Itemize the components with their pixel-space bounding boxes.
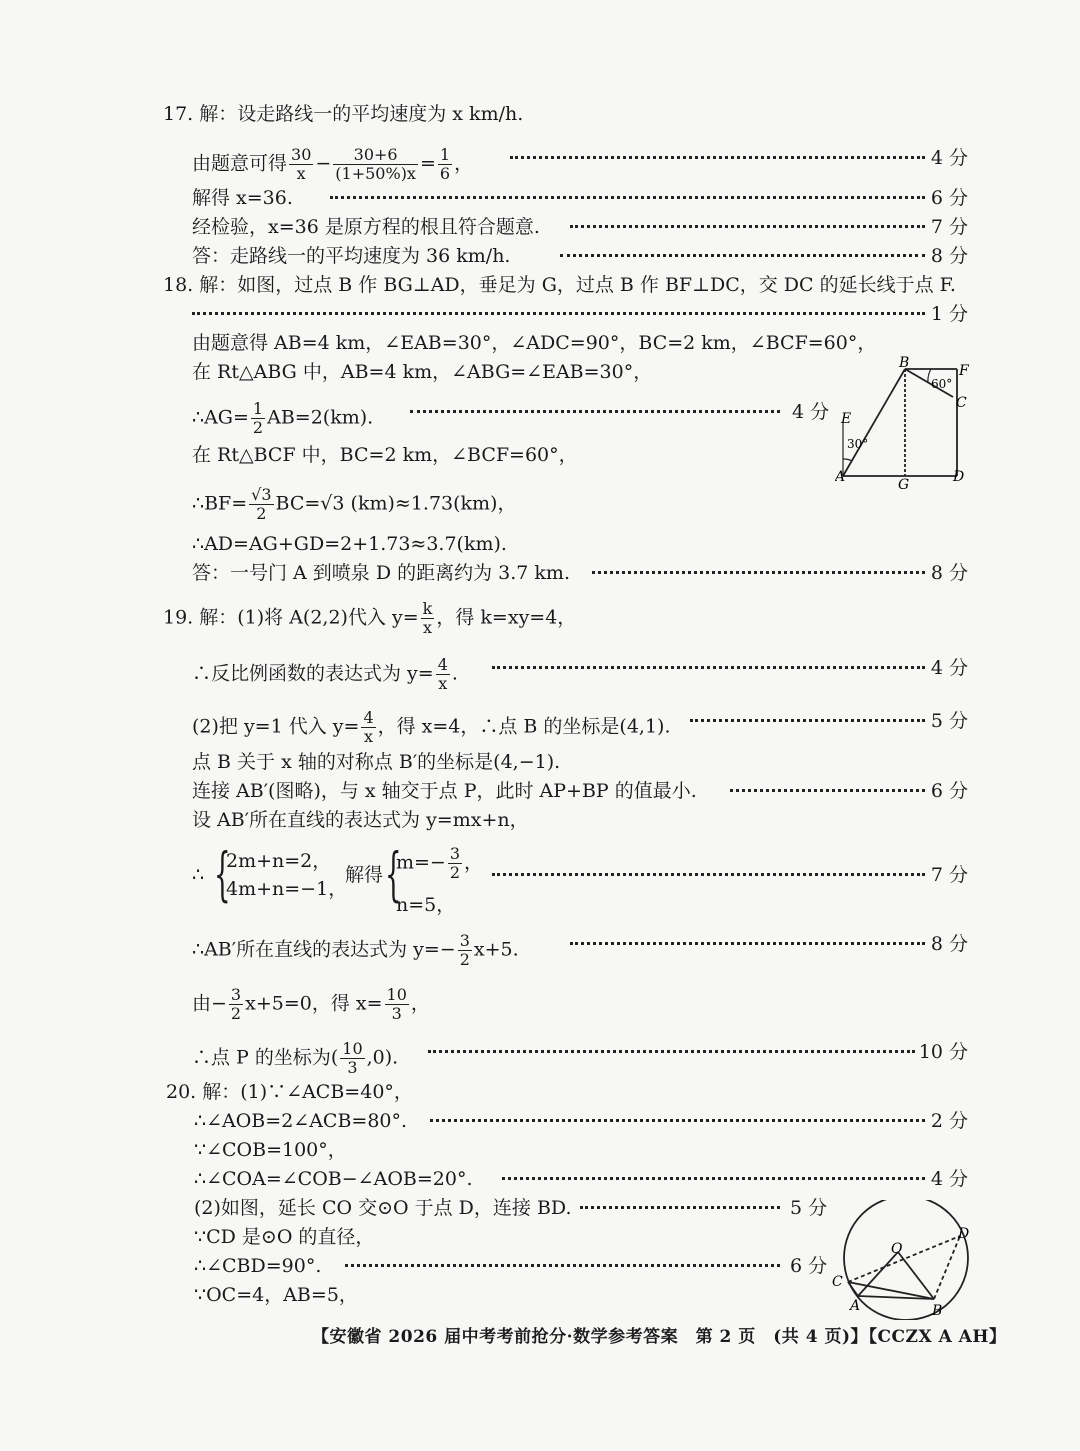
left-brace: { <box>214 840 231 908</box>
segment-AB <box>843 369 905 476</box>
label-D: D <box>958 1226 970 1242</box>
label-C: C <box>956 395 967 411</box>
segment-OA <box>858 1252 898 1296</box>
dot-leader <box>510 156 925 159</box>
fraction: $\frac{√3}{2}$ <box>251 485 272 523</box>
segment-OB <box>898 1252 934 1299</box>
score-label: 4 分 <box>930 147 968 169</box>
score-label: 4 分 <box>930 1168 968 1190</box>
fraction: $\frac{4}{x}$ <box>363 708 374 746</box>
dot-leader <box>192 312 925 315</box>
label-D: D <box>953 469 965 485</box>
dot-leader <box>345 1264 780 1267</box>
q19-system-line: ∴ { 2m+n=2， 4m+n=−1， 解得 { m=− $\frac{3}{2}$ ， n=5， 7 分 <box>192 840 968 916</box>
score-label: 7 分 <box>930 216 968 238</box>
score-label: 2 分 <box>930 1110 968 1132</box>
fraction: $\frac{1}{6}$ <box>439 145 451 183</box>
score-label: 6 分 <box>790 1255 828 1277</box>
dot-leader <box>592 571 925 574</box>
fraction: $\frac{3}{2}$ <box>230 985 242 1023</box>
fraction: $\frac{3}{2}$ <box>459 931 470 969</box>
score-label: 5 分 <box>790 1197 828 1219</box>
fraction: $\frac{3}{2}$ <box>449 844 461 882</box>
answer-page: 17. 解：设走路线一的平均速度为 x km/h. 由题意可得 $\frac{30}{x}$ − $\frac{30+6}{(1+50\%)x}$ = $\frac{1}{6}$ ， 4 分 解得 x=36. 6 分 经检验，x=36 是原方程的根且符合题意. 7 分 答：走路线一的平均速度为 36 km/h. 8 分 18. 解：如图，过点 B 作 BG⊥AD，垂足为 G，过点 B 作 BF⊥DC，交 DC 的延长线于点 F. 1 分 由题意得 AB=4 km，∠EAB=30°，∠ADC=90°，BC=2 km，∠BCF=60°， 在 Rt△ABG 中，AB=4 km，∠ABG=∠EAB=30°， ∴AG= $\frac{1}{2}$ AB=2(km). 4 分 在 Rt△BCF 中，BC=2 km，∠BCF=60°， ∴BF= $\frac{√3}{2}$ BC=√3 (km)≈1.73(km)， ∴AD=AG+GD=2+1.73≈3.7(km). 答：一号门 A 到喷泉 D 的距离约为 3.7 km. 8 分 B F C E A G D 30° 60° 19. 解：(1)将 A(2,2)代入 y= $\frac{k}{x}$ ，得 k=xy=4， ∴反比例函数的表达式为 y= $\frac{4}{x}$ . 4 分 (2)把 y=1 代入 y= $\frac{4}{x}$ ，得 x=4，∴点 B 的坐标是(4,1). 5 分 点 B 关于 x 轴的对称点 B′的坐标是(4,−1). 连接 AB′(图略)，与 x 轴交于点 P，此时 AP+BP 的值最小. 6 分 设 AB′所在直线的表达式为 y=mx+n， ∴ { 2m+n=2， 4m+n=−1， 解得 { m=− $\frac{3}{2}$ ， n=5， 7 分 ∴AB′所在直线的表达式为 y=− $\frac{3}{2}$ x+5. 8 分 由− $\frac{3}{2}$ x+5=0，得 x= $\frac{10}{3}$ ， ∴点 P 的坐标为( $\frac{10}{3}$ ,0). 10 分 20. 解：(1)∵∠ACB=40°， ∴∠AOB=2∠ACB=80°. 2 分 ∵∠COB=100°， ∴∠COA=∠COB−∠AOB=20°. 4 分 (2)如图，延长 CO 交⊙O 于点 D，连接 BD. 5 分 ∵CD 是⊙O 的直径， ∴∠CBD=90°. 6 分 ∵OC=4，AB=5， O D C A B 【安徽省 2026 届中考考前抢分·数学参考答案 第 2 页 (共 4 页)】 【CCZX A AH】 <box>0 0 1080 1451</box>
score-label: 4 分 <box>792 401 830 423</box>
dot-leader <box>492 666 925 669</box>
fraction: $\frac{10}{3}$ <box>386 985 407 1023</box>
score-label: 5 分 <box>930 710 968 732</box>
label-F: F <box>959 363 969 379</box>
score-label: 6 分 <box>930 780 968 802</box>
score-label: 8 分 <box>930 562 968 584</box>
dot-leader <box>430 1119 925 1122</box>
label-O: O <box>891 1241 903 1257</box>
score-label: 6 分 <box>930 187 968 209</box>
label-A: A <box>850 1298 861 1314</box>
dot-leader <box>730 789 925 792</box>
segment-BD <box>934 1236 960 1299</box>
circle-O <box>844 1200 968 1320</box>
label-B: B <box>899 355 910 371</box>
fraction: $\frac{30+6}{(1+50\%)x}$ <box>335 145 416 183</box>
score-label: 10 分 <box>918 1041 968 1063</box>
dot-leader <box>690 719 925 722</box>
dot-leader <box>492 873 925 876</box>
fraction: $\frac{10}{3}$ <box>342 1039 363 1077</box>
label-angle-60: 60° <box>931 377 953 391</box>
dot-leader <box>330 196 925 199</box>
score-label: 8 分 <box>930 933 968 955</box>
score-label: 4 分 <box>930 657 968 679</box>
dot-leader <box>428 1050 915 1053</box>
label-C: C <box>832 1274 843 1290</box>
fraction: $\frac{4}{x}$ <box>437 655 448 693</box>
dot-leader <box>410 410 780 413</box>
dot-leader <box>570 225 925 228</box>
score-label: 7 分 <box>930 864 968 886</box>
dot-leader <box>502 1177 925 1180</box>
label-angle-30: 30° <box>847 437 869 451</box>
left-brace: { <box>385 840 402 908</box>
q18-geometry-figure <box>835 355 975 495</box>
label-G: G <box>898 477 910 493</box>
fraction: $\frac{1}{2}$ <box>252 399 264 437</box>
label-B: B <box>932 1303 943 1319</box>
dot-leader <box>570 942 925 945</box>
fraction: $\frac{30}{x}$ <box>291 145 312 183</box>
label-A: A <box>835 469 846 485</box>
footer-code: 【CCZX A AH】 <box>860 1327 1007 1347</box>
fraction: $\frac{k}{x}$ <box>422 599 433 637</box>
score-label: 8 分 <box>930 245 968 267</box>
dot-leader <box>560 254 925 257</box>
page-footer: 【安徽省 2026 届中考考前抢分·数学参考答案 第 2 页 (共 4 页)】 <box>312 1327 868 1347</box>
dot-leader <box>580 1206 780 1209</box>
score-label: 1 分 <box>930 303 968 325</box>
q20-circle-figure <box>828 1200 978 1320</box>
angle-arc-30 <box>843 459 852 461</box>
label-E: E <box>841 411 852 427</box>
